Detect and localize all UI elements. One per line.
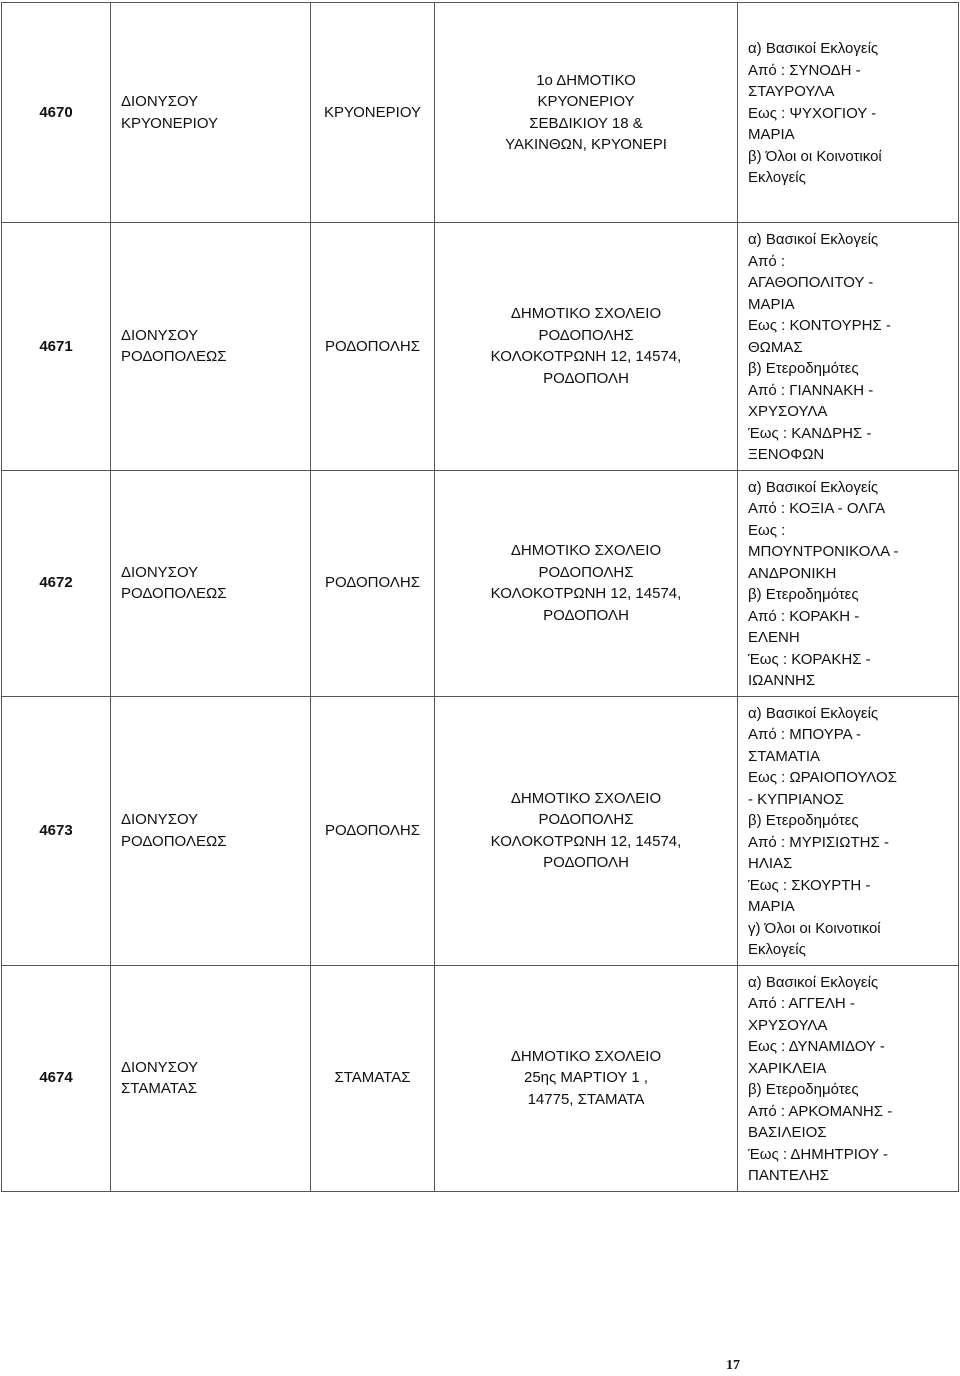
school-address-line: ΡΟΔΟΠΟΛΗ <box>543 606 629 624</box>
school-address-line: ΚΟΛΟΚΟΤΡΩΝΗ 12, 14574, <box>490 348 682 366</box>
voters-range-line: Έως : ΣΚΟΥΡΤΗ - <box>748 876 871 894</box>
voters-range-line: α) Βασικοί Εκλογείς <box>748 478 879 496</box>
voters-range-line: Εως : <box>748 521 786 539</box>
voters-range-line: Εως : ΨΥΧΟΓΙΟΥ - <box>748 104 877 122</box>
voters-range-line: β) Ετεροδημότες <box>748 586 859 603</box>
municipality-line: ΔΙΟΝΥΣΟΥ <box>121 563 199 581</box>
voters-range-line: α) Βασικοί Εκλογείς <box>748 40 879 58</box>
voters-range-line: Έως : ΚΑΝΔΡΗΣ - <box>748 424 872 442</box>
voters-range-line: Εως : ΚΟΝΤΟΥΡΗΣ - <box>748 317 891 334</box>
voters-range-line: Από : ΚΟΡΑΚΗ - <box>748 607 860 625</box>
school-address-cell <box>435 3 738 223</box>
voters-range-line: ΣΤΑΜΑΤΙΑ <box>748 747 821 765</box>
voters-range-line: α) Βασικοί Εκλογείς <box>748 704 879 722</box>
school-address-line: ΡΟΔΟΠΟΛΗΣ <box>538 326 634 344</box>
voters-range-line: ΜΑΡΙΑ <box>748 898 795 915</box>
voters-range-line: Έως : ΚΟΡΑΚΗΣ - <box>748 650 871 668</box>
voters-range-line: γ) Όλοι οι Κοινοτικοί <box>748 919 881 937</box>
municipality-line: ΚΡΥΟΝΕΡΙΟΥ <box>121 114 219 132</box>
municipality-line: ΔΙΟΝΥΣΟΥ <box>121 326 199 344</box>
community-cell <box>311 470 435 696</box>
school-address-line: ΔΗΜΟΤΙΚΟ ΣΧΟΛΕΙΟ <box>510 789 662 807</box>
voters-range-line: ΙΩΑΝΝΗΣ <box>748 672 816 689</box>
polling-stations-table <box>1 2 959 1192</box>
community-cell <box>311 965 435 1191</box>
community-line: ΡΟΔΟΠΟΛΗΣ <box>324 821 421 839</box>
community-line: ΣΤΑΜΑΤΑΣ <box>334 1069 411 1087</box>
community-cell <box>311 3 435 223</box>
school-address-cell <box>435 696 738 965</box>
voters-range-line: ΧΡΥΣΟΥΛΑ <box>748 1016 828 1034</box>
voters-range-cell <box>738 470 959 696</box>
voters-range-line: Από : ΜΠΟΥΡΑ - <box>748 726 861 743</box>
voters-range-line: ΣΤΑΥΡΟΥΛΑ <box>748 83 835 101</box>
voters-range-cell <box>738 696 959 965</box>
table-body <box>2 3 959 1192</box>
municipality-cell <box>111 696 311 965</box>
municipality-line: ΡΟΔΟΠΟΛΕΩΣ <box>121 585 227 602</box>
municipality-cell <box>111 223 311 471</box>
voters-range-line: Από : ΜΥΡΙΣΙΩΤΗΣ - <box>748 833 889 851</box>
school-address-line: ΚΡΥΟΝΕΡΙΟΥ <box>537 93 635 110</box>
voters-range-line: Εκλογείς <box>748 941 806 958</box>
community-cell <box>311 223 435 471</box>
voters-range-line: Εως : ΔΥΝΑΜΙΔΟΥ - <box>748 1038 885 1055</box>
voters-range-line: Εκλογείς <box>748 169 806 187</box>
school-address-line: ΡΟΔΟΠΟΛΗ <box>543 369 629 387</box>
community-line: ΡΟΔΟΠΟΛΗΣ <box>324 337 421 355</box>
municipality-line: ΡΟΔΟΠΟΛΕΩΣ <box>121 832 227 850</box>
table-row <box>2 223 959 471</box>
voters-range-line: β) Ετεροδημότες <box>748 812 859 829</box>
table-row <box>2 965 959 1191</box>
school-address-line: 14775, ΣΤΑΜΑΤΑ <box>527 1090 645 1108</box>
municipality-line: ΔΙΟΝΥΣΟΥ <box>121 811 199 828</box>
school-address-line: ΣΕΒΔΙΚΙΟΥ 18 & <box>529 114 643 132</box>
school-address-line: ΚΟΛΟΚΟΤΡΩΝΗ 12, 14574, <box>490 585 682 602</box>
table-row <box>2 3 959 223</box>
school-address-line: 25ης ΜΑΡΤΙΟΥ 1 , <box>523 1069 649 1087</box>
school-address-cell <box>435 223 738 471</box>
voters-range-line: α) Βασικοί Εκλογείς <box>748 973 879 991</box>
voters-range-line: Από : ΣΥΝΟΔΗ - <box>748 61 861 79</box>
voters-range-line: ΘΩΜΑΣ <box>748 338 803 356</box>
municipality-cell <box>111 470 311 696</box>
voters-range-line: ΜΑΡΙΑ <box>748 126 795 144</box>
station-id-cell: 4673 <box>2 696 111 965</box>
table-row <box>2 696 959 965</box>
voters-range-line: ΜΠΟΥΝΤΡΟΝΙΚΟΛΑ - <box>748 543 899 560</box>
voters-range-line: - ΚΥΠΡΙΑΝΟΣ <box>748 790 844 808</box>
municipality-cell <box>111 965 311 1191</box>
voters-range-line: β) Ετεροδημότες <box>748 1081 859 1098</box>
voters-range-line: ΠΑΝΤΕΛΗΣ <box>748 1167 829 1184</box>
school-address-line: ΡΟΔΟΠΟΛΗΣ <box>538 563 634 581</box>
school-address-line: ΔΗΜΟΤΙΚΟ ΣΧΟΛΕΙΟ <box>510 542 662 559</box>
school-address-line: ΚΟΛΟΚΟΤΡΩΝΗ 12, 14574, <box>490 832 682 850</box>
page-number: 17 <box>726 1358 740 1373</box>
municipality-line: ΣΤΑΜΑΤΑΣ <box>121 1080 198 1097</box>
voters-range-line: ΕΛΕΝΗ <box>748 629 800 646</box>
school-address-line: ΔΗΜΟΤΙΚΟ ΣΧΟΛΕΙΟ <box>510 1047 662 1065</box>
community-cell <box>311 696 435 965</box>
voters-range-line: ΞΕΝΟΦΩΝ <box>748 446 825 463</box>
table-row <box>2 470 959 696</box>
voters-range-line: Από : ΑΡΚΟΜΑΝΗΣ - <box>748 1102 893 1120</box>
voters-range-line: Από : ΚΟΞΙΑ - ΟΛΓΑ <box>748 500 886 517</box>
school-address-cell <box>435 470 738 696</box>
voters-range-cell <box>738 223 959 471</box>
voters-range-line: ΒΑΣΙΛΕΙΟΣ <box>748 1124 827 1141</box>
voters-range-line: Από : <box>748 252 786 270</box>
voters-range-cell <box>738 965 959 1191</box>
voters-range-line: ΗΛΙΑΣ <box>748 855 793 872</box>
school-address-line: ΡΟΔΟΠΟΛΗ <box>543 854 629 871</box>
municipality-cell <box>111 3 311 223</box>
voters-range-line: ΧΡΥΣΟΥΛΑ <box>748 403 828 420</box>
community-line: ΚΡΥΟΝΕΡΙΟΥ <box>323 103 422 121</box>
station-id-cell: 4674 <box>2 965 111 1191</box>
station-id-cell: 4670 <box>2 3 111 223</box>
voters-range-line: ΧΑΡΙΚΛΕΙΑ <box>748 1059 827 1077</box>
municipality-line: ΔΙΟΝΥΣΟΥ <box>121 93 199 110</box>
voters-range-line: α) Βασικοί Εκλογείς <box>748 231 879 248</box>
voters-range-line: β) Ετεροδημότες <box>748 360 859 377</box>
voters-range-line: ΑΝΔΡΟΝΙΚΗ <box>748 564 837 582</box>
voters-range-line: β) Όλοι οι Κοινοτικοί <box>748 147 882 165</box>
voters-range-line: Έως : ΔΗΜΗΤΡΙΟΥ - <box>748 1145 888 1163</box>
voters-range-line: Εως : ΩΡΑΙΟΠΟΥΛΟΣ <box>748 769 897 786</box>
municipality-line: ΡΟΔΟΠΟΛΕΩΣ <box>121 348 227 366</box>
municipality-line: ΔΙΟΝΥΣΟΥ <box>121 1058 199 1076</box>
voters-range-line: ΜΑΡΙΑ <box>748 295 795 313</box>
school-address-cell <box>435 965 738 1191</box>
community-line: ΡΟΔΟΠΟΛΗΣ <box>324 574 421 592</box>
school-address-line: ΥΑΚΙΝΘΩΝ, ΚΡΥΟΝΕΡΙ <box>505 136 667 153</box>
voters-range-line: Από : ΑΓΓΕΛΗ - <box>748 995 855 1012</box>
station-id-cell: 4672 <box>2 470 111 696</box>
school-address-line: ΔΗΜΟΤΙΚΟ ΣΧΟΛΕΙΟ <box>510 305 662 323</box>
voters-range-line: Από : ΓΙΑΝΝΑΚΗ - <box>748 381 874 399</box>
school-address-line: ΡΟΔΟΠΟΛΗΣ <box>538 811 634 828</box>
voters-range-line: ΑΓΑΘΟΠΟΛΙΤΟΥ - <box>748 274 874 291</box>
station-id-cell: 4671 <box>2 223 111 471</box>
school-address-line: 1ο ΔΗΜΟΤΙΚΟ <box>536 71 636 89</box>
voters-range-cell <box>738 3 959 223</box>
